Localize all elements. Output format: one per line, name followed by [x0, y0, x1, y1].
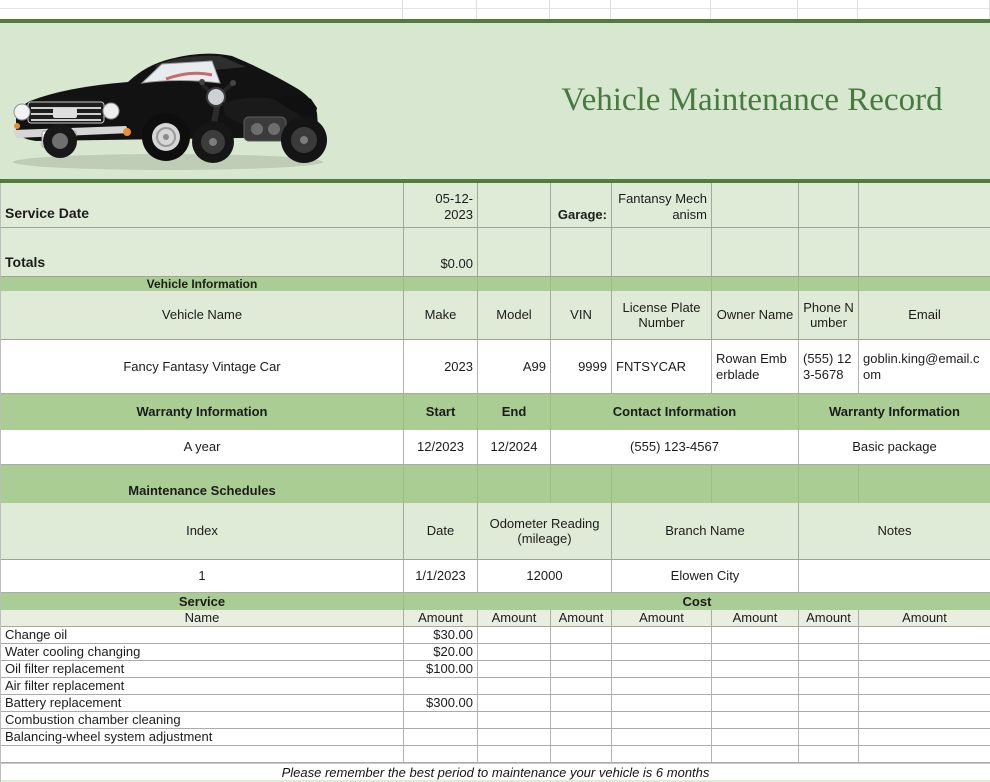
cell-empty[interactable]: [712, 729, 799, 745]
name-header: Name: [1, 610, 404, 626]
cell-empty[interactable]: [551, 712, 612, 728]
cell-empty[interactable]: [478, 729, 551, 745]
cell-empty[interactable]: [712, 183, 799, 227]
index-value[interactable]: 1: [1, 560, 404, 592]
row-maintenance-data: [1, 560, 990, 593]
cell-empty[interactable]: [612, 627, 712, 643]
cell-empty[interactable]: [712, 644, 799, 660]
cell-empty[interactable]: [859, 712, 990, 728]
cell-empty[interactable]: [478, 661, 551, 677]
cell-empty[interactable]: [799, 746, 859, 762]
service-name[interactable]: Change oil: [1, 627, 404, 643]
service-amount[interactable]: [404, 678, 478, 694]
col-vehicle-name: Vehicle Name: [1, 291, 404, 339]
cell-empty[interactable]: [858, 0, 990, 8]
cell-empty[interactable]: [478, 746, 551, 762]
cell-empty[interactable]: [612, 729, 712, 745]
col-end: End: [478, 394, 551, 430]
service-row: [1, 729, 990, 746]
cell-empty[interactable]: [859, 644, 990, 660]
service-row: [1, 661, 990, 678]
cell-empty[interactable]: [478, 627, 551, 643]
cell-empty[interactable]: [478, 183, 551, 227]
date-value[interactable]: 1/1/2023: [404, 560, 478, 592]
col-start: Start: [404, 394, 478, 430]
service-row: [1, 712, 990, 729]
car-and-motorcycle-image: [6, 33, 336, 176]
cell-empty: [799, 277, 859, 291]
cell-empty: [612, 478, 712, 503]
col-odometer: Odometer Reading (mileage): [478, 503, 612, 559]
cell-empty[interactable]: [859, 678, 990, 694]
cell-empty[interactable]: [612, 678, 712, 694]
cell-empty: [1, 465, 404, 478]
service-amount[interactable]: $300.00: [404, 695, 478, 711]
cell-empty[interactable]: [711, 0, 798, 8]
row-service-date: [1, 183, 990, 228]
cell-empty: [478, 465, 551, 478]
email-value[interactable]: goblin.king@email.com: [859, 340, 990, 393]
vehicle-illustration: [6, 33, 336, 173]
maintenance-schedules-title: Maintenance Schedules: [1, 478, 404, 503]
amount-header: Amount: [612, 610, 712, 626]
license-plate-value[interactable]: FNTSYCAR: [612, 340, 712, 393]
cell-empty: [551, 478, 612, 503]
row-totals: [1, 228, 990, 277]
branch-name-value[interactable]: Elowen City: [612, 560, 799, 592]
col-model: Model: [478, 291, 551, 339]
cell-empty[interactable]: [0, 0, 403, 8]
cell-empty: [712, 277, 799, 291]
cell-empty[interactable]: [859, 746, 990, 762]
col-warranty-package: Warranty Information: [799, 394, 990, 430]
cell-empty[interactable]: [799, 183, 859, 227]
col-warranty-information: Warranty Information: [1, 394, 404, 430]
service-amount[interactable]: [404, 729, 478, 745]
col-email: Email: [859, 291, 990, 339]
cell-empty[interactable]: [799, 661, 859, 677]
col-branch-name: Branch Name: [612, 503, 799, 559]
cell-empty[interactable]: [799, 695, 859, 711]
service-name[interactable]: Battery replacement: [1, 695, 404, 711]
col-notes: Notes: [799, 503, 990, 559]
cell-empty[interactable]: [711, 9, 798, 19]
cell-empty[interactable]: [550, 0, 611, 8]
cell-empty[interactable]: [611, 9, 711, 19]
cell-empty[interactable]: [478, 712, 551, 728]
cell-empty[interactable]: [799, 627, 859, 643]
cell-empty[interactable]: [712, 712, 799, 728]
cell-empty[interactable]: [612, 644, 712, 660]
owner-name-value[interactable]: Rowan Emberblade: [712, 340, 799, 393]
service-amount[interactable]: $100.00: [404, 661, 478, 677]
cell-empty[interactable]: [551, 695, 612, 711]
service-name[interactable]: Combustion chamber cleaning: [1, 712, 404, 728]
cell-empty: [404, 465, 478, 478]
cell-empty[interactable]: [712, 627, 799, 643]
cell-empty: [712, 478, 799, 503]
cost-header: Cost: [404, 593, 990, 610]
cell-empty[interactable]: [612, 228, 712, 276]
vehicle-information-title: Vehicle Information: [1, 277, 404, 291]
page-title: Vehicle Maintenance Record: [561, 81, 943, 118]
service-name[interactable]: Air filter replacement: [1, 678, 404, 694]
band-service-cost: [1, 593, 990, 610]
cell-empty: [612, 277, 712, 291]
cell-empty: [612, 465, 712, 478]
cell-empty: [712, 465, 799, 478]
cell-empty[interactable]: [859, 661, 990, 677]
cell-empty: [404, 478, 478, 503]
row-vehicle-data: [1, 340, 990, 394]
totals-label: Totals: [1, 228, 404, 276]
cell-empty[interactable]: [799, 678, 859, 694]
amount-header: Amount: [478, 610, 551, 626]
cell-empty: [859, 478, 990, 503]
cell-empty[interactable]: [478, 228, 551, 276]
row-maintenance-headers: [1, 503, 990, 560]
service-name[interactable]: [1, 746, 404, 762]
col-vin: VIN: [551, 291, 612, 339]
row-service-subheaders: [1, 610, 990, 627]
service-header: Service: [1, 593, 404, 610]
cell-empty[interactable]: [550, 9, 611, 19]
cell-empty: [859, 465, 990, 478]
cell-empty[interactable]: [477, 0, 550, 8]
service-row: [1, 695, 990, 712]
col-license-plate: License Plate Number: [612, 291, 712, 339]
cell-empty[interactable]: [712, 661, 799, 677]
vin-value[interactable]: 9999: [551, 340, 612, 393]
service-row: [1, 644, 990, 661]
phone-number-value[interactable]: (555) 123-5678: [799, 340, 859, 393]
cell-empty[interactable]: [403, 0, 477, 8]
service-name[interactable]: Oil filter replacement: [1, 661, 404, 677]
service-amount[interactable]: $20.00: [404, 644, 478, 660]
col-date: Date: [404, 503, 478, 559]
cell-empty: [859, 277, 990, 291]
cell-empty[interactable]: [611, 0, 711, 8]
col-owner-name: Owner Name: [712, 291, 799, 339]
col-phone-number: Phone Number: [799, 291, 859, 339]
make-value[interactable]: 2023: [404, 340, 478, 393]
cell-empty[interactable]: [551, 746, 612, 762]
cell-empty[interactable]: [551, 644, 612, 660]
cell-empty[interactable]: [551, 678, 612, 694]
cell-empty[interactable]: [551, 627, 612, 643]
cell-empty[interactable]: [712, 228, 799, 276]
cell-empty[interactable]: [551, 729, 612, 745]
cell-empty[interactable]: [799, 712, 859, 728]
row-warranty-headers: [1, 394, 990, 430]
notes-value[interactable]: [799, 560, 990, 592]
cell-empty: [551, 465, 612, 478]
grid-row-empty: [0, 0, 990, 9]
sheet-body: [0, 183, 990, 782]
cell-empty[interactable]: [478, 695, 551, 711]
cell-empty[interactable]: [0, 9, 403, 19]
amount-header: Amount: [859, 610, 990, 626]
cell-empty[interactable]: [799, 644, 859, 660]
garage-value[interactable]: Fantansy Mechanism: [612, 183, 712, 227]
cell-empty[interactable]: [712, 678, 799, 694]
service-name[interactable]: Balancing-wheel system adjustment: [1, 729, 404, 745]
service-date-value[interactable]: 05-12-2023: [404, 183, 478, 227]
amount-header: Amount: [799, 610, 859, 626]
cell-empty: [478, 478, 551, 503]
cell-empty: [799, 478, 859, 503]
service-amount[interactable]: [404, 712, 478, 728]
vehicle-name-value[interactable]: Fancy Fantasy Vintage Car: [1, 340, 404, 393]
service-row: [1, 627, 990, 644]
service-amount[interactable]: $30.00: [404, 627, 478, 643]
cell-empty[interactable]: [799, 228, 859, 276]
cell-empty[interactable]: [798, 0, 858, 8]
cell-empty[interactable]: [551, 228, 612, 276]
amount-header: Amount: [712, 610, 799, 626]
band-vehicle-information: [1, 277, 990, 291]
cell-empty[interactable]: [859, 729, 990, 745]
title-banner: [0, 19, 990, 183]
warranty-value[interactable]: A year: [1, 430, 404, 464]
cell-empty[interactable]: [612, 712, 712, 728]
cell-empty[interactable]: [712, 695, 799, 711]
cell-empty: [478, 277, 551, 291]
cell-empty[interactable]: [403, 9, 477, 19]
garage-label: Garage:: [551, 183, 612, 227]
warranty-start-value[interactable]: 12/2023: [404, 430, 478, 464]
warranty-package-value[interactable]: Basic package: [799, 430, 990, 464]
amount-header: Amount: [404, 610, 478, 626]
cell-empty: [404, 277, 478, 291]
cell-empty[interactable]: [858, 9, 990, 19]
cell-empty[interactable]: [798, 9, 858, 19]
cell-empty[interactable]: [478, 678, 551, 694]
service-date-label: Service Date: [1, 183, 404, 227]
cell-empty[interactable]: [477, 9, 550, 19]
service-amount[interactable]: [404, 746, 478, 762]
cell-empty[interactable]: [551, 661, 612, 677]
cell-empty: [799, 465, 859, 478]
band-maintenance-schedules: [1, 478, 990, 503]
cell-empty[interactable]: [859, 627, 990, 643]
totals-value[interactable]: $0.00: [404, 228, 478, 276]
model-value[interactable]: A99: [478, 340, 551, 393]
grid-row-empty: [0, 9, 990, 19]
cell-empty[interactable]: [712, 746, 799, 762]
service-row: [1, 678, 990, 695]
col-contact-information: Contact Information: [551, 394, 799, 430]
cell-empty[interactable]: [612, 695, 712, 711]
cell-empty[interactable]: [799, 729, 859, 745]
service-name[interactable]: Water cooling changing: [1, 644, 404, 660]
cell-empty: [551, 277, 612, 291]
row-warranty-data: [1, 430, 990, 465]
odometer-value[interactable]: 12000: [478, 560, 612, 592]
col-index: Index: [1, 503, 404, 559]
cell-empty[interactable]: [859, 183, 990, 227]
cell-empty[interactable]: [859, 695, 990, 711]
warranty-contact-value[interactable]: (555) 123-4567: [551, 430, 799, 464]
cell-empty[interactable]: [859, 228, 990, 276]
cell-empty[interactable]: [612, 661, 712, 677]
amount-header: Amount: [551, 610, 612, 626]
band-spacer: [1, 465, 990, 478]
warranty-end-value[interactable]: 12/2024: [478, 430, 551, 464]
row-vehicle-headers: [1, 291, 990, 340]
cell-empty[interactable]: [478, 644, 551, 660]
col-make: Make: [404, 291, 478, 339]
footer-note: Please remember the best period to maintenance your vehicle is 6 months: [1, 763, 990, 780]
service-row: [1, 746, 990, 763]
cell-empty[interactable]: [612, 746, 712, 762]
